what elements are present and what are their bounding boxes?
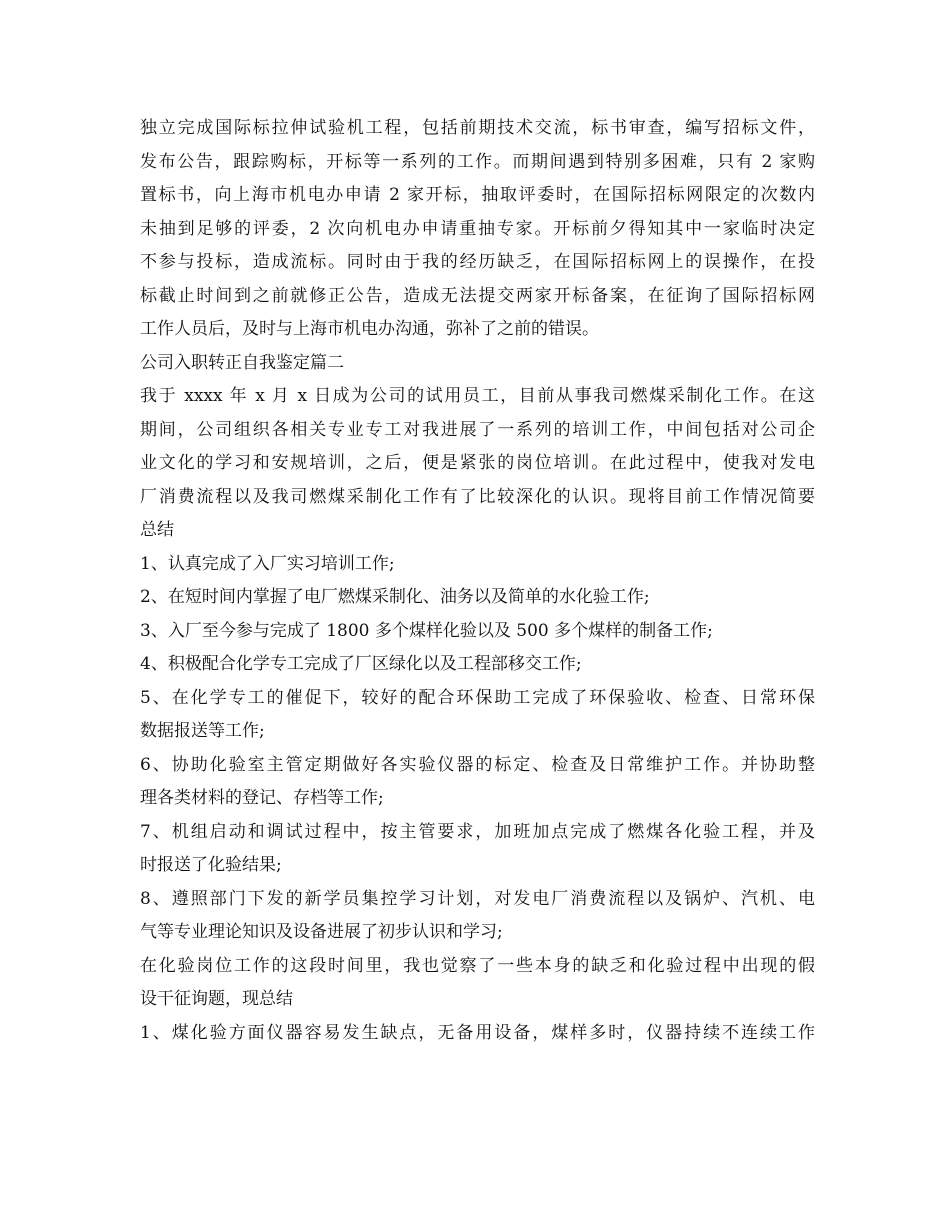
text-line: 在化验岗位工作的这段时间里，我也觉察了一些本身的缺乏和化验过程中出现的假 xyxy=(140,955,815,976)
text-line: 4、积极配合化学专工完成了厂区绿化以及工程部移交工作; xyxy=(140,654,582,674)
text-line: 8、遵照部门下发的新学员集控学习计划，对发电厂消费流程以及锅炉、汽机、电 xyxy=(140,888,815,909)
text-line: 期间，公司组织各相关专业专工对我进展了一系列的培训工作，中间包括对公司企 xyxy=(140,419,815,440)
text-line: 厂消费流程以及我司燃煤采制化工作有了比较深化的认识。现将目前工作情况简要 xyxy=(140,486,815,507)
text-line: 总结 xyxy=(140,520,174,540)
text-line: 设干征询题，现总结 xyxy=(140,989,293,1009)
document-body xyxy=(140,112,815,1050)
text-line: 6、协助化验室主管定期做好各实验仪器的标定、检查及日常维护工作。并协助整 xyxy=(140,754,815,775)
text-line: 业文化的学习和安规培训，之后，便是紧张的岗位培训。在此过程中，使我对发电 xyxy=(140,453,815,473)
text-line: 1、煤化验方面仪器容易发生缺点，无备用设备，煤样多时，仪器持续不连续工作 xyxy=(140,1022,815,1043)
text-line: 发布公告，跟踪购标，开标等一系列的工作。而期间遇到特别多困难，只有 2 家购 xyxy=(140,151,815,172)
text-line: 不参与投标，造成流标。同时由于我的经历缺乏，在国际招标网上的误操作，在投 xyxy=(140,252,815,272)
text-line: 置标书，向上海市机电办申请 2 家开标，抽取评委时，在国际招标网限定的次数内 xyxy=(140,185,815,205)
text-line: 3、入厂至今参与完成了 1800 多个煤样化验以及 500 多个煤样的制备工作; xyxy=(140,620,713,641)
text-line: 5、在化学专工的催促下，较好的配合环保助工完成了环保验收、检查、日常环保 xyxy=(140,687,815,708)
text-line: 2、在短时间内掌握了电厂燃煤采制化、油务以及简单的水化验工作; xyxy=(140,587,650,607)
text-line: 1、认真完成了入厂实习培训工作; xyxy=(140,553,395,574)
text-line: 标截止时间到之前就修正公告，造成无法提交两家开标备案，在征询了国际招标网 xyxy=(140,285,815,306)
text-line: 工作人员后，及时与上海市机电办沟通，弥补了之前的错误。 xyxy=(140,319,599,339)
text-line: 公司入职转正自我鉴定篇二 xyxy=(140,352,344,373)
text-line: 时报送了化验结果; xyxy=(140,855,282,875)
text-line: 我于 xxxx 年 x 月 x 日成为公司的试用员工，目前从事我司燃煤采制化工作。在这 xyxy=(140,386,815,406)
text-line: 理各类材料的登记、存档等工作; xyxy=(140,788,384,808)
text-line: 独立完成国际标拉伸试验机工程，包括前期技术交流，标书审查，编写招标文件， xyxy=(140,118,815,138)
text-line: 气等专业理论知识及设备进展了初步认识和学习; xyxy=(140,922,503,942)
text-line: 数据报送等工作; xyxy=(140,721,265,741)
text-line: 7、机组启动和调试过程中，按主管要求，加班加点完成了燃煤各化验工程，并及 xyxy=(140,821,815,842)
text-line: 未抽到足够的评委，2 次向机电办申请重抽专家。开标前夕得知其中一家临时决定 xyxy=(140,218,815,239)
